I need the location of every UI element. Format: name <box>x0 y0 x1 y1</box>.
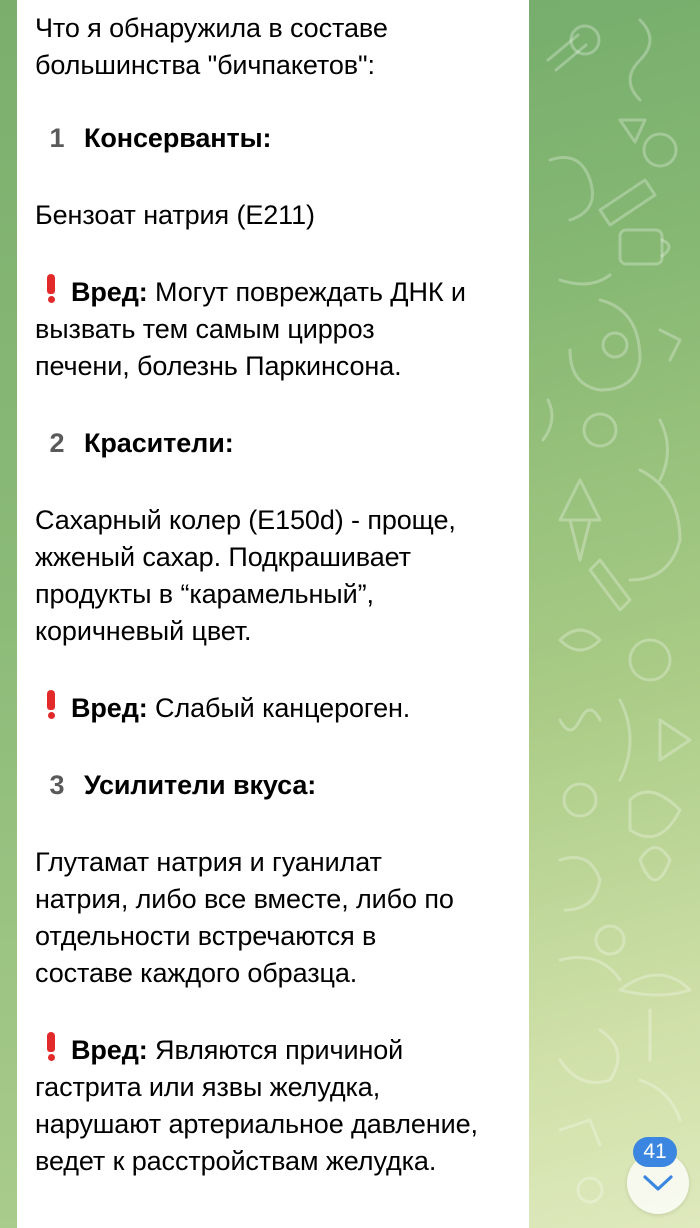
section-body-line: продукты в “карамельный”, <box>35 579 374 609</box>
chevron-down-icon <box>642 1173 674 1193</box>
intro-line: Что я обнаружила в составе <box>35 13 388 43</box>
harm-text: печени, болезнь Паркинсона. <box>35 351 402 381</box>
section-body-line: отдельности встречаются в <box>35 921 377 951</box>
harm-text: Являются причиной <box>155 1035 404 1065</box>
intro-line: большинства "бичпакетов": <box>35 50 375 80</box>
harm-line <box>35 690 529 727</box>
section-title: Красители: <box>84 428 234 458</box>
number-2-icon: 2 <box>49 428 65 458</box>
section-body-line: Бензоат натрия (E211) <box>35 200 315 230</box>
section-body-line: жженый сахар. Подкрашивает <box>35 542 411 572</box>
section-body-line: составе каждого образца. <box>35 958 358 988</box>
section-body-line: натрия, либо все вместе, либо по <box>35 884 454 914</box>
harm-label: Вред: <box>71 1035 148 1065</box>
harm-line <box>35 274 529 311</box>
harm-line <box>35 1032 529 1069</box>
section-heading-2 <box>35 425 529 462</box>
message-text <box>35 10 529 1180</box>
left-wallpaper-strip <box>0 0 17 1228</box>
number-3-icon: 3 <box>49 770 65 800</box>
message-bubble[interactable] <box>17 0 529 1228</box>
harm-text: гастрита или язвы желудка, <box>35 1072 381 1102</box>
unread-count-badge[interactable]: 41 <box>633 1137 677 1167</box>
harm-text: нарушают артериальное давление, <box>35 1109 478 1139</box>
section-heading-3 <box>35 767 529 804</box>
harm-label: Вред: <box>71 693 148 723</box>
red-exclamation-icon <box>45 690 57 719</box>
harm-text: ведет к расстройствам желудка. <box>35 1146 437 1176</box>
red-exclamation-icon <box>45 1032 57 1061</box>
section-body-line: Глутамат натрия и гуанилат <box>35 847 382 877</box>
section-body-line: коричневый цвет. <box>35 616 252 646</box>
harm-label: Вред: <box>71 277 148 307</box>
harm-text: Могут повреждать ДНК и <box>155 277 466 307</box>
section-title: Консерванты: <box>84 123 272 153</box>
red-exclamation-icon <box>45 274 57 303</box>
number-1-icon: 1 <box>49 123 65 153</box>
section-title: Усилители вкуса: <box>84 770 317 800</box>
section-body-line: Сахарный колер (E150d) - проще, <box>35 505 456 535</box>
harm-text: вызвать тем самым цирроз <box>35 314 375 344</box>
harm-text: Слабый канцероген. <box>155 693 411 723</box>
section-heading-1 <box>35 120 529 157</box>
